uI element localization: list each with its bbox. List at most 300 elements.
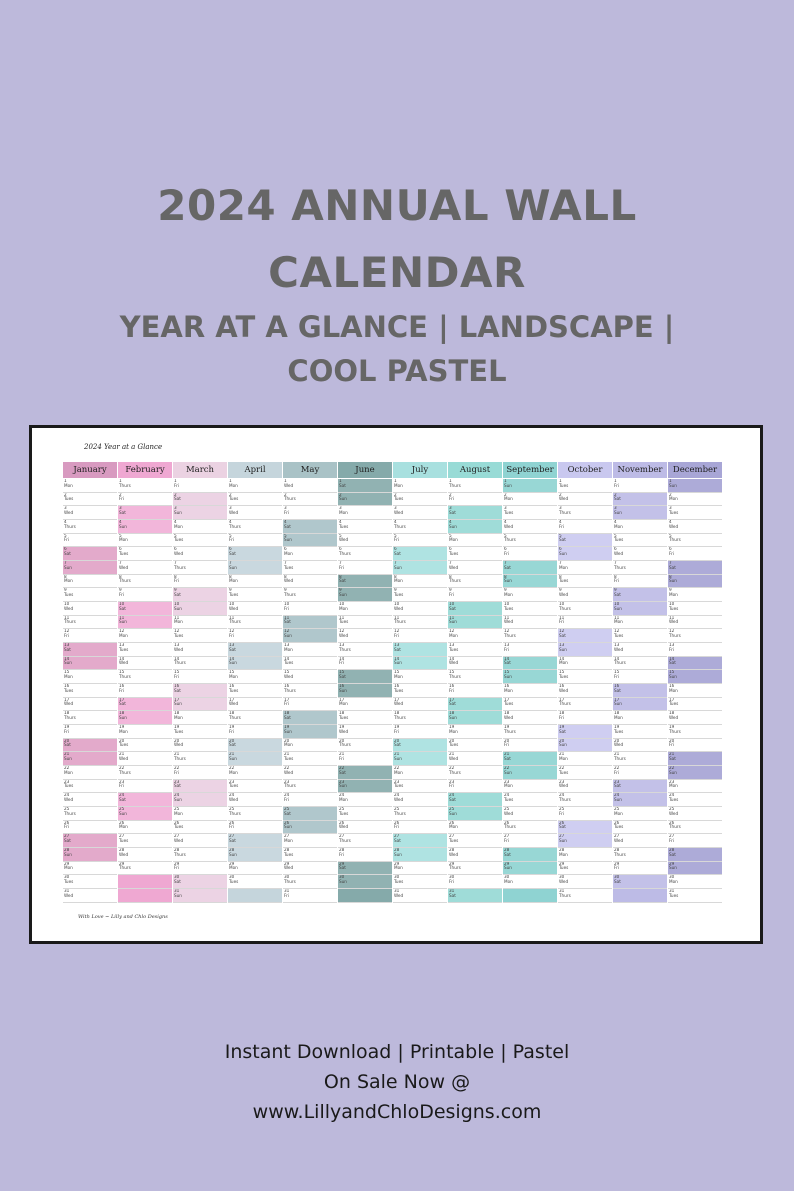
day-cell: 27 Wed (613, 834, 667, 848)
month-header: October (558, 462, 612, 479)
day-cell: 7 Mon (558, 561, 612, 575)
day-cell: 12 Mon (118, 629, 172, 643)
day-cell: 6 Mon (283, 547, 337, 561)
day-cell: 3 Wed (228, 506, 282, 520)
day-cell: 16 Fri (118, 684, 172, 698)
day-cell: 11 Tues (338, 616, 392, 630)
day-cell: 15 Mon (63, 670, 117, 684)
day-cell: 4 Thurs (228, 520, 282, 534)
day-cell: 28 Sun (393, 848, 447, 862)
day-cell: 23 Mon (668, 780, 722, 794)
day-cell: 3 Wed (63, 506, 117, 520)
day-cell: 30 Sat (613, 875, 667, 889)
day-cell: 1 Mon (228, 479, 282, 493)
day-cell: 5 Sat (558, 534, 612, 548)
day-cell: 30 Tues (228, 875, 282, 889)
day-cell: 15 Mon (228, 670, 282, 684)
day-cell: 14 Sat (668, 657, 722, 671)
day-cell: 4 Sat (283, 520, 337, 534)
day-cell: 4 Thurs (63, 520, 117, 534)
day-cell: 27 Tues (448, 834, 502, 848)
day-cell: 14 Sun (228, 657, 282, 671)
day-cell: 30 Fri (448, 875, 502, 889)
day-cell: 22 Sun (668, 766, 722, 780)
day-cell: 28 Sat (668, 848, 722, 862)
day-cell: 16 Tues (393, 684, 447, 698)
day-cell: 22 Mon (63, 766, 117, 780)
day-cell: 5 Fri (228, 534, 282, 548)
day-cell: 26 Fri (393, 821, 447, 835)
month-header: September (503, 462, 557, 479)
day-cell: 19 Thurs (668, 725, 722, 739)
month-column-june (338, 462, 393, 910)
day-cell: 24 Mon (338, 793, 392, 807)
month-column-may (283, 462, 338, 910)
day-cell: 22 Thurs (118, 766, 172, 780)
day-cell: 6 Wed (173, 547, 227, 561)
day-cell: 11 Sun (118, 616, 172, 630)
day-cell: 26 Thurs (668, 821, 722, 835)
day-cell: 14 Wed (448, 657, 502, 671)
day-cell: 2 Fri (448, 493, 502, 507)
day-cell: 26 Fri (63, 821, 117, 835)
day-cell: 26 Tues (173, 821, 227, 835)
calendar-grid (63, 462, 723, 910)
day-cell: 11 Sun (448, 616, 502, 630)
day-cell: 24 Sun (173, 793, 227, 807)
day-cell: 9 Sun (338, 588, 392, 602)
sale-line: On Sale Now @ (323, 1071, 471, 1093)
day-cell: 5 Fri (393, 534, 447, 548)
day-cell: 31 Thurs (558, 889, 612, 903)
day-cell: 15 Sun (668, 670, 722, 684)
day-cell: 31 Wed (393, 889, 447, 903)
day-cell: 13 Thurs (338, 643, 392, 657)
day-cell: 26 Sun (283, 821, 337, 835)
day-cell: 29 Thurs (448, 862, 502, 876)
day-cell: 4 Tues (338, 520, 392, 534)
month-header: June (338, 462, 392, 479)
day-cell: 9 Fri (448, 588, 502, 602)
month-column-march (173, 462, 228, 910)
day-cell: 29 Mon (63, 862, 117, 876)
day-cell: 15 Thurs (448, 670, 502, 684)
day-cell: 27 Mon (283, 834, 337, 848)
day-cell: 8 Thurs (448, 575, 502, 589)
day-cell: 22 Sun (503, 766, 557, 780)
day-cell: 27 Sat (63, 834, 117, 848)
day-cell: 27 Wed (173, 834, 227, 848)
title-line-2: CALENDAR (268, 248, 526, 297)
day-cell: 29 Sun (503, 862, 557, 876)
calendar-preview-frame (29, 425, 763, 944)
day-cell: 9 Fri (118, 588, 172, 602)
day-cell: 24 Wed (393, 793, 447, 807)
day-cell: 4 Sun (448, 520, 502, 534)
day-cell: 17 Mon (338, 698, 392, 712)
day-cell: 17 Sat (448, 698, 502, 712)
day-cell: 1 Sun (668, 479, 722, 493)
day-cell: 16 Fri (448, 684, 502, 698)
day-cell: 14 Thurs (613, 657, 667, 671)
day-cell: 23 Thurs (283, 780, 337, 794)
day-cell: 30 Mon (668, 875, 722, 889)
day-cell: 27 Fri (503, 834, 557, 848)
day-cell: 6 Tues (118, 547, 172, 561)
day-cell: 9 Tues (393, 588, 447, 602)
day-cell: 25 Thurs (228, 807, 282, 821)
day-cell: 19 Sat (558, 725, 612, 739)
day-cell: 3 Thurs (558, 506, 612, 520)
day-cell: 27 Tues (118, 834, 172, 848)
day-cell: 20 Tues (118, 739, 172, 753)
day-cell: 2 Sun (338, 493, 392, 507)
day-cell: 11 Thurs (228, 616, 282, 630)
day-cell: 17 Wed (228, 698, 282, 712)
day-cell: 11 Mon (173, 616, 227, 630)
day-cell: 18 Wed (503, 711, 557, 725)
day-cell: 11 Sat (283, 616, 337, 630)
day-cell: 24 Sat (448, 793, 502, 807)
day-cell: 9 Sat (613, 588, 667, 602)
day-cell: 2 Mon (503, 493, 557, 507)
day-cell: 23 Sat (173, 780, 227, 794)
day-cell: 2 Tues (228, 493, 282, 507)
day-cell: 1 Mon (393, 479, 447, 493)
day-cell: 9 Tues (228, 588, 282, 602)
day-cell: 29 Mon (228, 862, 282, 876)
day-cell: 7 Sun (63, 561, 117, 575)
day-cell: 27 Sat (393, 834, 447, 848)
day-cell: 20 Sat (63, 739, 117, 753)
day-cell: 24 Wed (63, 793, 117, 807)
day-cell: 14 Tues (283, 657, 337, 671)
day-cell: 8 Mon (63, 575, 117, 589)
day-cell: 8 Mon (393, 575, 447, 589)
day-cell: 23 Tues (63, 780, 117, 794)
day-cell: 5 Fri (63, 534, 117, 548)
day-cell: 7 Tues (283, 561, 337, 575)
day-cell: 6 Wed (613, 547, 667, 561)
day-cell: 15 Sat (338, 670, 392, 684)
day-cell: 17 Sun (613, 698, 667, 712)
day-cell: 5 Tues (173, 534, 227, 548)
day-cell: 26 Fri (228, 821, 282, 835)
day-cell: 22 Wed (283, 766, 337, 780)
day-cell: 25 Sun (118, 807, 172, 821)
day-cell: 16 Tues (63, 684, 117, 698)
day-cell: 21 Sun (393, 752, 447, 766)
day-cell: 24 Tues (503, 793, 557, 807)
day-cell: 25 Thurs (63, 807, 117, 821)
day-cell: 17 Thurs (558, 698, 612, 712)
day-cell: 15 Mon (393, 670, 447, 684)
day-cell: 8 Sun (503, 575, 557, 589)
day-cell: 29 Thurs (118, 862, 172, 876)
day-cell: 26 Tues (613, 821, 667, 835)
subtitle-line-1: YEAR AT A GLANCE | LANDSCAPE | (119, 310, 675, 344)
day-cell: 2 Sat (613, 493, 667, 507)
day-cell: 15 Fri (173, 670, 227, 684)
day-cell: 4 Sun (118, 520, 172, 534)
day-cell: 13 Fri (503, 643, 557, 657)
day-cell: 21 Sat (503, 752, 557, 766)
day-cell: 26 Mon (448, 821, 502, 835)
day-cell: 4 Thurs (393, 520, 447, 534)
month-header: November (613, 462, 667, 479)
day-cell: 17 Fri (283, 698, 337, 712)
day-cell: 23 Fri (118, 780, 172, 794)
day-cell: 12 Sun (283, 629, 337, 643)
month-header: March (173, 462, 227, 479)
day-cell: 2 Tues (393, 493, 447, 507)
day-cell: 28 Wed (448, 848, 502, 862)
day-cell: 18 Thurs (228, 711, 282, 725)
day-cell: 8 Wed (283, 575, 337, 589)
day-cell: 7 Thurs (613, 561, 667, 575)
day-cell: 18 Sat (283, 711, 337, 725)
day-cell: 1 Fri (613, 479, 667, 493)
day-cell: 20 Mon (283, 739, 337, 753)
day-cell: 17 Tues (503, 698, 557, 712)
day-cell: 30 Tues (63, 875, 117, 889)
day-cell: 20 Fri (503, 739, 557, 753)
day-cell: 22 Mon (393, 766, 447, 780)
month-header: August (448, 462, 502, 479)
month-header: February (118, 462, 172, 479)
month-column-november (613, 462, 668, 910)
day-cell: 20 Wed (173, 739, 227, 753)
day-cell: 19 Sun (283, 725, 337, 739)
day-cell: 9 Mon (668, 588, 722, 602)
day-cell: 11 Thurs (393, 616, 447, 630)
day-cell: 22 Sat (338, 766, 392, 780)
day-cell: 26 Wed (338, 821, 392, 835)
day-cell: 23 Mon (503, 780, 557, 794)
day-cell: 10 Tues (503, 602, 557, 616)
day-cell: 14 Sun (63, 657, 117, 671)
day-cell: 2 Sat (173, 493, 227, 507)
day-cell: 31 Tues (668, 889, 722, 903)
day-cell: 8 Fri (613, 575, 667, 589)
day-cell: 12 Thurs (503, 629, 557, 643)
day-cell: 27 Thurs (338, 834, 392, 848)
day-cell: 6 Thurs (338, 547, 392, 561)
month-header: April (228, 462, 282, 479)
day-cell: 9 Tues (63, 588, 117, 602)
day-cell: 31 Sun (173, 889, 227, 903)
day-cell: 21 Sun (228, 752, 282, 766)
day-cell: 12 Fri (393, 629, 447, 643)
day-cell: 12 Mon (448, 629, 502, 643)
month-column-april (228, 462, 283, 910)
calendar-footer-signature: With Love ~ Lilly and Chlo Designs (78, 914, 168, 920)
day-cell: 10 Thurs (558, 602, 612, 616)
day-cell: 13 Wed (613, 643, 667, 657)
month-header: December (668, 462, 722, 479)
day-cell: 17 Sun (173, 698, 227, 712)
day-cell: 24 Wed (228, 793, 282, 807)
day-cell: 19 Fri (63, 725, 117, 739)
day-cell: 16 Mon (503, 684, 557, 698)
day-cell: 21 Fri (338, 752, 392, 766)
day-cell: 20 Sun (558, 739, 612, 753)
day-cell: 18 Wed (668, 711, 722, 725)
day-cell: 7 Thurs (173, 561, 227, 575)
day-cell: 14 Sat (503, 657, 557, 671)
day-cell: 28 Thurs (173, 848, 227, 862)
day-cell: 17 Wed (63, 698, 117, 712)
day-cell: 8 Fri (173, 575, 227, 589)
day-cell: 25 Fri (558, 807, 612, 821)
day-cell: 16 Sun (338, 684, 392, 698)
day-cell: 25 Sun (448, 807, 502, 821)
day-cell: 24 Tues (668, 793, 722, 807)
day-cell: 15 Wed (283, 670, 337, 684)
day-cell: 27 Sun (558, 834, 612, 848)
day-cell: 28 Thurs (613, 848, 667, 862)
day-cell: 29 Fri (173, 862, 227, 876)
day-cell: 15 Fri (613, 670, 667, 684)
day-cell: 8 Sun (668, 575, 722, 589)
day-cell: 29 Fri (613, 862, 667, 876)
month-column-december (668, 462, 723, 910)
day-cell: 28 Sat (503, 848, 557, 862)
day-cell: 15 Sun (503, 670, 557, 684)
day-cell: 12 Sat (558, 629, 612, 643)
day-cell: 9 Sat (173, 588, 227, 602)
day-cell: 6 Sun (558, 547, 612, 561)
month-column-august (448, 462, 503, 910)
day-cell: 13 Sat (228, 643, 282, 657)
day-cell: 1 Sat (338, 479, 392, 493)
day-cell: 5 Mon (448, 534, 502, 548)
day-cell: 29 Sat (338, 862, 392, 876)
day-cell: 6 Sat (393, 547, 447, 561)
features-line: Instant Download | Printable | Pastel (224, 1041, 570, 1063)
month-header: January (63, 462, 117, 479)
day-cell: 6 Sat (63, 547, 117, 561)
day-cell: 10 Wed (63, 602, 117, 616)
day-cell: 1 Wed (283, 479, 337, 493)
day-cell: 4 Wed (503, 520, 557, 534)
day-cell: 2 Mon (668, 493, 722, 507)
day-cell: 25 Mon (173, 807, 227, 821)
day-cell: 2 Wed (558, 493, 612, 507)
day-cell: 30 Mon (503, 875, 557, 889)
day-cell: 30 Sat (173, 875, 227, 889)
day-cell: 17 Sat (118, 698, 172, 712)
day-cell: 16 Thurs (283, 684, 337, 698)
website-link[interactable]: www.LillyandChloDesigns.com (252, 1101, 542, 1123)
day-cell: 12 Fri (63, 629, 117, 643)
month-header: July (393, 462, 447, 479)
day-cell: 15 Thurs (118, 670, 172, 684)
day-cell: 16 Tues (228, 684, 282, 698)
day-cell: 21 Sun (63, 752, 117, 766)
day-cell: 30 Tues (393, 875, 447, 889)
day-cell: 18 Thurs (393, 711, 447, 725)
day-cell: 23 Tues (393, 780, 447, 794)
empty-day-cell (338, 889, 392, 903)
day-cell: 18 Fri (558, 711, 612, 725)
day-cell: 20 Wed (613, 739, 667, 753)
day-cell: 3 Sat (118, 506, 172, 520)
day-cell: 15 Tues (558, 670, 612, 684)
day-cell: 3 Wed (393, 506, 447, 520)
day-cell: 25 Mon (613, 807, 667, 821)
day-cell: 23 Fri (448, 780, 502, 794)
day-cell: 3 Fri (283, 506, 337, 520)
day-cell: 5 Tues (613, 534, 667, 548)
day-cell: 20 Sat (228, 739, 282, 753)
empty-day-cell (503, 889, 557, 903)
day-cell: 31 Wed (63, 889, 117, 903)
month-column-january (63, 462, 118, 910)
empty-day-cell (118, 875, 172, 889)
day-cell: 20 Fri (668, 739, 722, 753)
day-cell: 10 Wed (228, 602, 282, 616)
day-cell: 10 Sat (448, 602, 502, 616)
day-cell: 9 Wed (558, 588, 612, 602)
day-cell: 1 Mon (63, 479, 117, 493)
day-cell: 20 Sat (393, 739, 447, 753)
day-cell: 29 Wed (283, 862, 337, 876)
day-cell: 12 Tues (173, 629, 227, 643)
day-cell: 10 Sat (118, 602, 172, 616)
day-cell: 10 Tues (668, 602, 722, 616)
day-cell: 4 Fri (558, 520, 612, 534)
day-cell: 2 Fri (118, 493, 172, 507)
day-cell: 18 Sun (118, 711, 172, 725)
day-cell: 13 Wed (173, 643, 227, 657)
day-cell: 17 Tues (668, 698, 722, 712)
day-cell: 13 Mon (283, 643, 337, 657)
day-cell: 12 Wed (338, 629, 392, 643)
day-cell: 13 Tues (448, 643, 502, 657)
day-cell: 7 Sat (503, 561, 557, 575)
day-cell: 18 Mon (613, 711, 667, 725)
day-cell: 5 Mon (118, 534, 172, 548)
day-cell: 11 Mon (613, 616, 667, 630)
day-cell: 3 Tues (503, 506, 557, 520)
day-cell: 7 Wed (118, 561, 172, 575)
day-cell: 2 Tues (63, 493, 117, 507)
day-cell: 14 Thurs (173, 657, 227, 671)
day-cell: 28 Sun (63, 848, 117, 862)
day-cell: 18 Thurs (63, 711, 117, 725)
day-cell: 19 Mon (448, 725, 502, 739)
day-cell: 19 Tues (173, 725, 227, 739)
day-cell: 24 Thurs (558, 793, 612, 807)
day-cell: 14 Mon (558, 657, 612, 671)
day-cell: 25 Wed (668, 807, 722, 821)
day-cell: 4 Wed (668, 520, 722, 534)
calendar-script-title: 2024 Year at a Glance (84, 443, 163, 451)
day-cell: 16 Sat (613, 684, 667, 698)
day-cell: 16 Mon (668, 684, 722, 698)
day-cell: 21 Thurs (613, 752, 667, 766)
month-header: May (283, 462, 337, 479)
day-cell: 12 Fri (228, 629, 282, 643)
day-cell: 8 Sat (338, 575, 392, 589)
month-column-july (393, 462, 448, 910)
day-cell: 28 Wed (118, 848, 172, 862)
day-cell: 20 Tues (448, 739, 502, 753)
day-cell: 1 Thurs (118, 479, 172, 493)
day-cell: 19 Mon (118, 725, 172, 739)
month-column-february (118, 462, 173, 910)
